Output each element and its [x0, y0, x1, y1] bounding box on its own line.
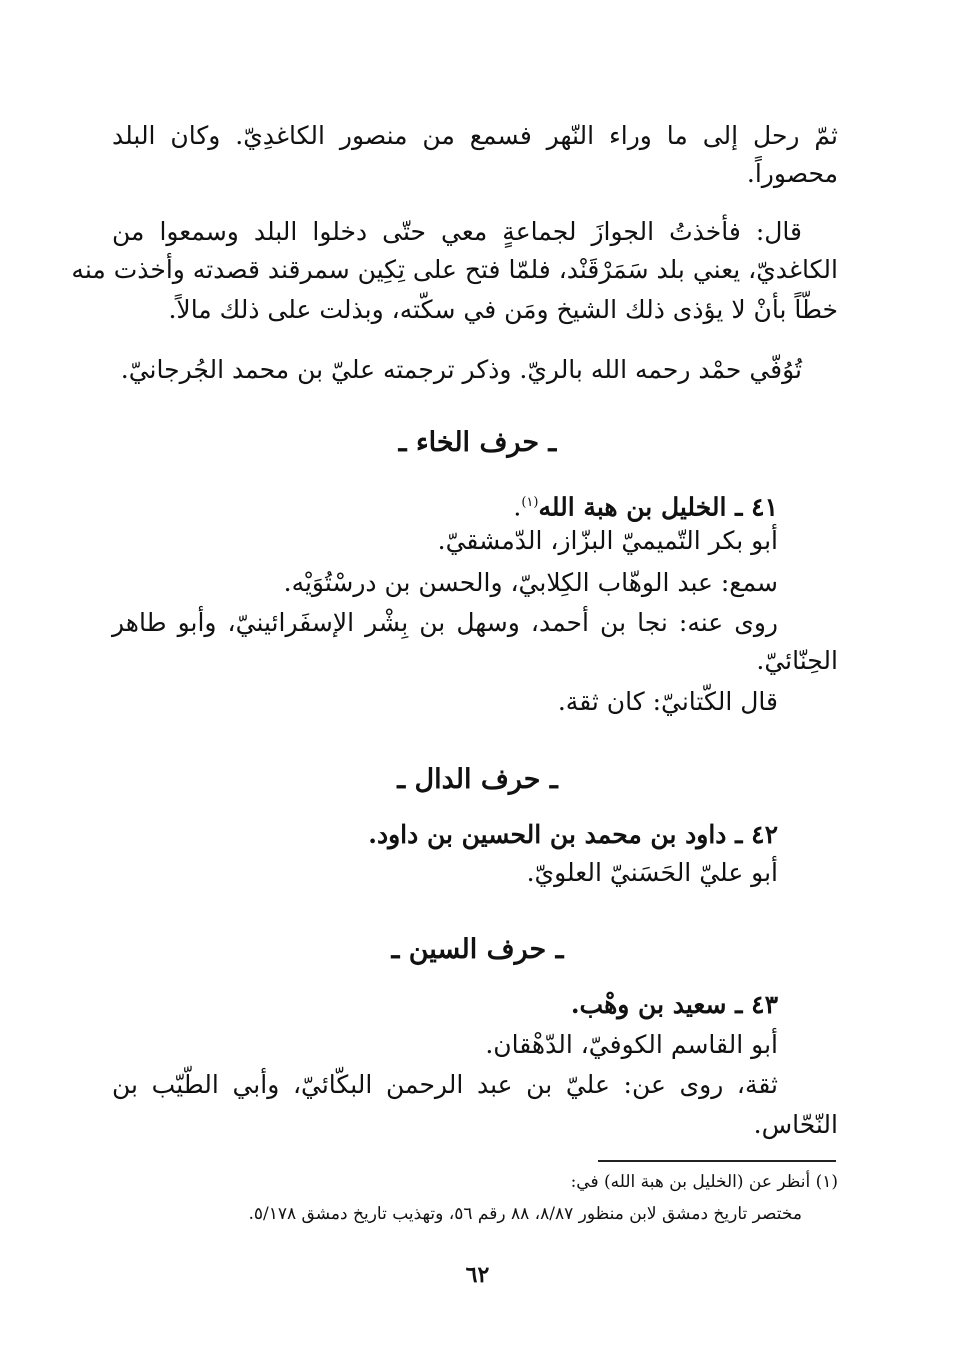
- entry-41-heard: سمع: عبد الوهّاب الكِلابيّ، والحسن بن درسْتُوَيْه.: [283, 568, 778, 597]
- entry-43-narrated-line2: النّحّاس.: [753, 1110, 838, 1139]
- para2-line2: الكاغديّ، يعني بلد سَمَرْقَنْد، فلمّا فتح على تِكِين سمرقند قصدته وأخذت منه: [71, 255, 838, 284]
- entry-41-period: .: [513, 492, 522, 522]
- entry-43-narrated-line1: ثقة، روى عن: عليّ بن عبد الرحمن البكّائيّ، وأبي الطّيّب بن: [112, 1070, 778, 1099]
- entry-42-kunya: أبو عليّ الحَسَنيّ العلويّ.: [526, 858, 778, 887]
- section-heading-dal: ـ حرف الدال ـ: [397, 764, 558, 795]
- footnote-mark: (١): [521, 495, 539, 510]
- page-number: ٦٢: [465, 1262, 490, 1288]
- section-heading-kha: ـ حرف الخاء ـ: [398, 427, 557, 458]
- entry-41-name: ٤١ ـ الخليل بن هبة الله: [538, 492, 778, 522]
- para2-line3: خطّاً بأنْ لا يؤذى ذلك الشيخ ومَن في سكّته، وبذلت على ذلك مالاً.: [168, 295, 838, 324]
- entry-42-title: ٤٢ ـ داود بن محمد بن الحسين بن داود.: [368, 820, 778, 849]
- section-heading-sin: ـ حرف السين ـ: [391, 934, 564, 965]
- para1-line1: ثمّ رحل إلى ما وراء النّهر فسمع من منصور الكاغدِيّ. وكان البلد: [112, 121, 838, 150]
- entry-43-title: ٤٣ ـ سعيد بن وهْب.: [570, 990, 778, 1019]
- footnote-line1: (١) أنظر عن (الخليل بن هبة الله) في:: [570, 1172, 838, 1192]
- para3-line1: تُوُفّي حمْد رحمه الله بالريّ. وذكر ترجمته عليّ بن محمد الجُرجانيّ.: [120, 355, 802, 384]
- entry-41-narrated-line2: الحِنّائيّ.: [756, 646, 838, 675]
- entry-41-kunya: أبو بكر التّميميّ البزّاز، الدّمشقيّ.: [437, 526, 778, 555]
- footnote-rule: [598, 1160, 836, 1162]
- entry-43-kunya: أبو القاسم الكوفيّ، الدّهْقان.: [485, 1030, 778, 1059]
- entry-41-said: قال الكّتانيّ: كان ثقة.: [557, 687, 778, 716]
- para1-line2: محصوراً.: [746, 159, 838, 188]
- footnote-line2: مختصر تاريخ دمشق لابن منظور ٨/٨٧، ٨٨ رقم ٥٦، وتهذيب تاريخ دمشق ٥/١٧٨.: [248, 1204, 802, 1224]
- para2-line1: قال: فأخذتُ الجوازَ لجماعةٍ معي حتّى دخلوا البلد وسمعوا من: [112, 217, 802, 246]
- entry-41-narrated-line1: روى عنه: نجا بن أحمد، وسهل بن بِشْر الإسفَرائينيّ، وأبو طاهر: [112, 608, 778, 637]
